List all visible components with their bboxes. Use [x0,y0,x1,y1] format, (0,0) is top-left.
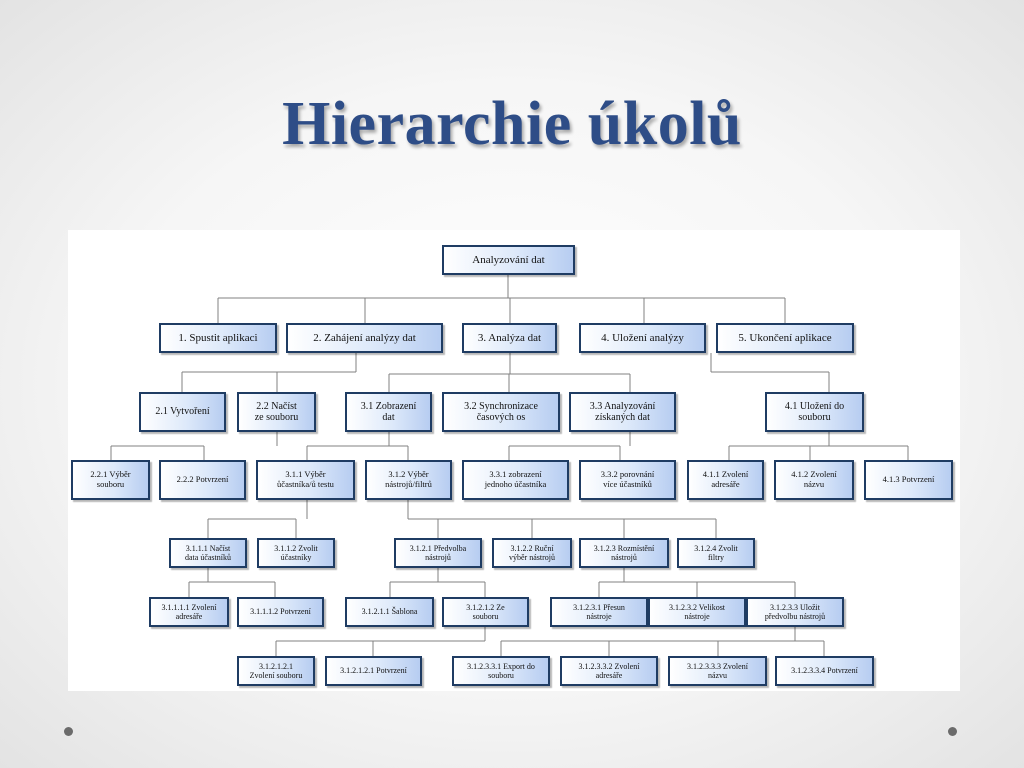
node-3-1-1-vyber-ucastnika: 3.1.1 Výběr ůčastníka/ů testu [256,460,355,500]
node-2-2-1-vyber-souboru: 2.2.1 Výběr souboru [71,460,150,500]
node-3-1-1-1-nacist-data: 3.1.1.1 Načíst data účastníků [169,538,247,568]
node-3-1-1-1-1-zvoleni-adresare: 3.1.1.1.1 Zvolení adresáře [149,597,229,627]
node-2-zahajeni-analyzy-dat: 2. Zahájení analýzy dat [286,323,443,353]
node-3-3-1-zobrazeni-jednoho: 3.3.1 zobrazení jednoho účastníka [462,460,569,500]
node-3-1-2-3-2-velikost: 3.1.2.3.2 Velikost nástroje [648,597,746,627]
node-3-3-analyzovani: 3.3 Analyzování získaných dat [569,392,676,432]
node-3-2-synchronizace: 3.2 Synchronizace časových os [442,392,560,432]
node-4-1-ulozeni-do-souboru: 4.1 Uložení do souboru [765,392,864,432]
task-hierarchy-diagram [68,230,960,691]
node-3-1-1-2-zvolit-ucastniky: 3.1.1.2 Zvolit účastníky [257,538,335,568]
node-3-1-2-3-3-ulozit-predvolbu: 3.1.2.3.3 Uložit předvolbu nástrojů [746,597,844,627]
node-1-spustit-aplikaci: 1. Spustit aplikaci [159,323,277,353]
node-3-1-2-3-3-3-zvoleni-nazvu: 3.1.2.3.3.3 Zvolení názvu [668,656,767,686]
node-3-1-2-3-1-presun: 3.1.2.3.1 Přesun nástroje [550,597,648,627]
dot-icon [948,727,957,736]
node-4-1-1-zvoleni-adresare: 4.1.1 Zvolení adresáře [687,460,764,500]
node-analyzovani-dat: Analyzování dat [442,245,575,275]
node-3-1-2-1-2-ze-souboru: 3.1.2.1.2 Ze souboru [442,597,529,627]
node-2-1-vytvoreni: 2.1 Vytvoření [139,392,226,432]
node-4-1-3-potvrzeni: 4.1.3 Potvrzení [864,460,953,500]
node-3-1-zobrazeni-dat: 3.1 Zobrazení dat [345,392,432,432]
dot-icon [64,727,73,736]
node-3-1-2-vyber-nastroju: 3.1.2 Výběr nástrojů/filtrů [365,460,452,500]
node-3-1-2-1-predvolba: 3.1.2.1 Předvolba nástrojů [394,538,482,568]
node-3-1-1-1-2-potvrzeni: 3.1.1.1.2 Potvrzení [237,597,324,627]
node-3-1-2-3-3-4-potvrzeni: 3.1.2.3.3.4 Potvrzení [775,656,874,686]
node-3-1-2-1-2-1-zvoleni-souboru: 3.1.2.1.2.1 Zvolení souboru [237,656,315,686]
node-3-1-2-2-rucni-vyber: 3.1.2.2 Ruční výběr nástrojů [492,538,572,568]
node-2-2-nacist-ze-souboru: 2.2 Načíst ze souboru [237,392,316,432]
slide-title: Hierarchie úkolů [282,90,742,158]
node-3-1-2-3-3-2-zvoleni-adresare: 3.1.2.3.3.2 Zvolení adresáře [560,656,658,686]
node-3-1-2-3-3-1-export: 3.1.2.3.3.1 Export do souboru [452,656,550,686]
node-3-1-2-1-1-sablona: 3.1.2.1.1 Šablona [345,597,434,627]
node-5-ukonceni-aplikace: 5. Ukončení aplikace [716,323,854,353]
node-4-1-2-zvoleni-nazvu: 4.1.2 Zvolení názvu [774,460,854,500]
node-3-analyza-dat: 3. Analýza dat [462,323,557,353]
node-2-2-2-potvrzeni: 2.2.2 Potvrzení [159,460,246,500]
node-3-1-2-4-zvolit-filtry: 3.1.2.4 Zvolit filtry [677,538,755,568]
node-3-1-2-3-rozmisteni: 3.1.2.3 Rozmístění nástrojů [579,538,669,568]
node-3-1-2-1-2-1-potvrzeni: 3.1.2.1.2.1 Potvrzení [325,656,422,686]
node-4-ulozeni-analyzy: 4. Uložení analýzy [579,323,706,353]
node-3-3-2-porovnani: 3.3.2 porovnání více účastníků [579,460,676,500]
